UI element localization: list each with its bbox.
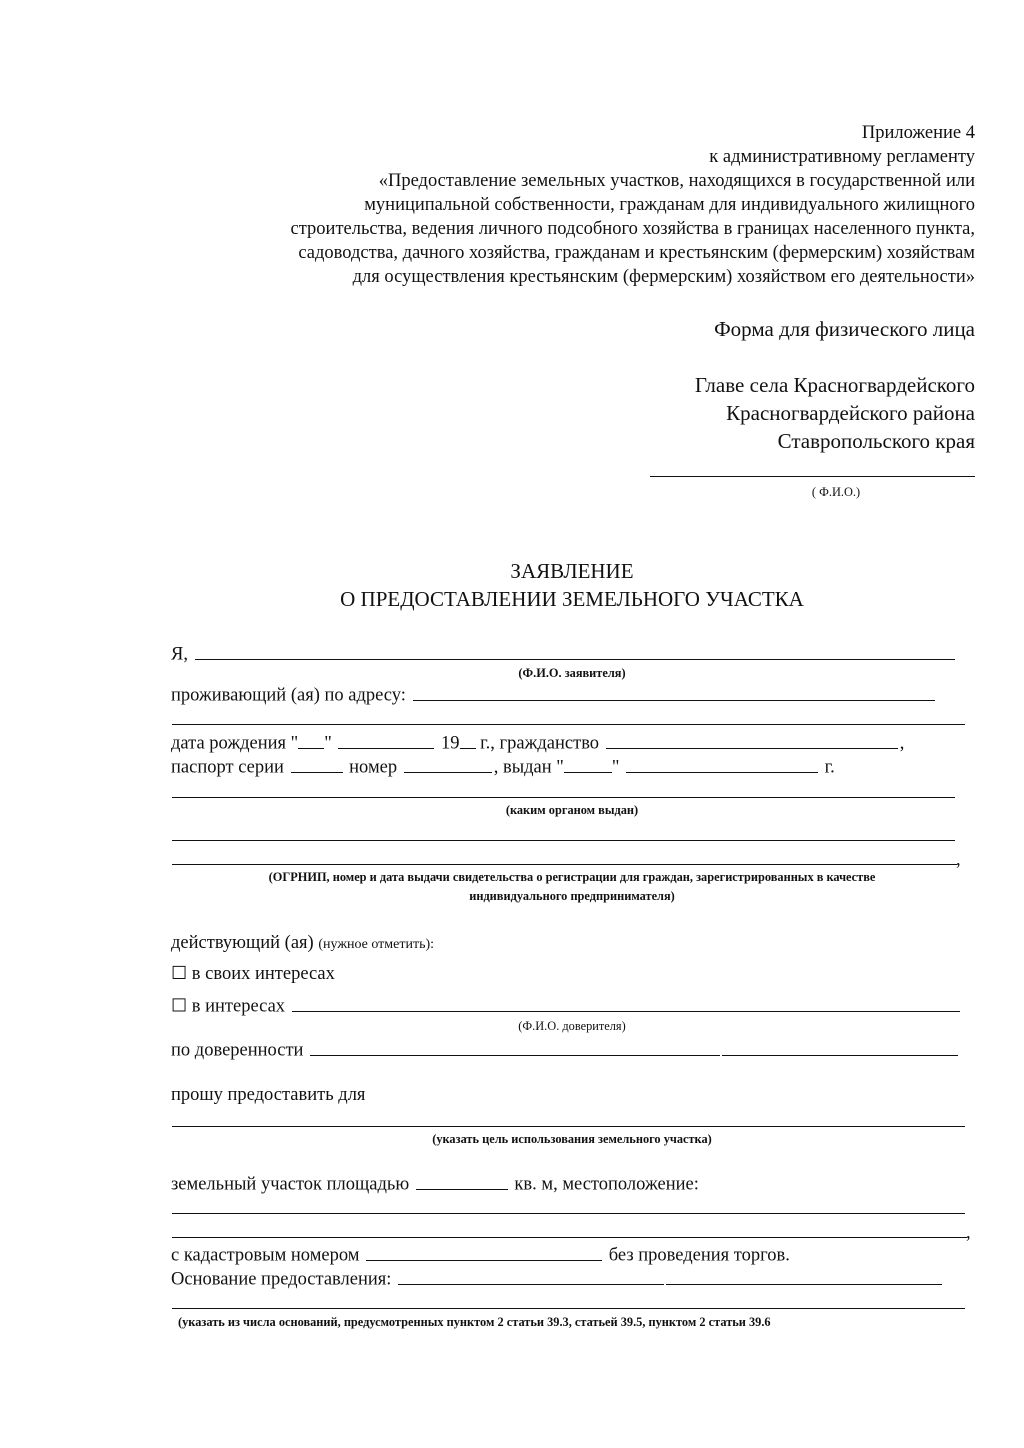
basis-caption: (указать из числа оснований, предусмотренных пунктом 2 статьи 39.3, статьей 39.5, пунктом 2 статьи 39.6	[178, 1314, 771, 1329]
citizenship-label: г., гражданство	[480, 733, 600, 754]
comma: ,	[956, 850, 961, 870]
birth-day-field[interactable]	[298, 729, 324, 749]
applicant-caption: (Ф.И.О. заявителя)	[518, 665, 626, 680]
regulation-line: к административному регламенту	[709, 147, 975, 167]
quote: "	[611, 757, 620, 778]
passport-number-label: номер	[349, 757, 398, 778]
issued-label: , выдан "	[493, 757, 564, 778]
passport-series-label: паспорт серии	[171, 757, 284, 778]
passport-row	[171, 753, 835, 780]
passport-series-field[interactable]	[291, 753, 343, 773]
regulation-line: строительства, ведения личного подсобного хозяйства в границах населенного пункта,	[290, 219, 975, 239]
regulation-line: муниципальной собственности, гражданам для индивидуального жилищного	[364, 195, 975, 215]
option-others-interests[interactable]	[171, 992, 962, 1019]
request-label: прошу предоставить для	[171, 1085, 366, 1105]
proxy-label: по доверенности	[171, 1040, 304, 1061]
addressee-line: Главе села Красногвардейского	[694, 373, 975, 397]
basis-field-2[interactable]	[666, 1265, 942, 1285]
title-line-2: О ПРЕДОСТАВЛЕНИИ ЗЕМЕЛЬНОГО УЧАСТКА	[340, 587, 804, 611]
checkbox-icon[interactable]: ☐	[171, 963, 188, 983]
applicant-row	[171, 640, 957, 667]
addressee-caption: ( Ф.И.О.)	[811, 484, 861, 499]
ogrnip-field-2[interactable]	[172, 864, 957, 865]
comma: ,	[899, 733, 905, 754]
appendix-number: Приложение 4	[861, 123, 975, 143]
checkbox-icon[interactable]: ☐	[171, 995, 188, 1016]
basis-label: Основание предоставления:	[171, 1269, 392, 1290]
address-label: проживающий (ая) по адресу:	[171, 685, 406, 706]
passport-number-field[interactable]	[404, 753, 492, 773]
plot-area-label: земельный участок площадью	[171, 1174, 410, 1195]
birth-year-field[interactable]	[460, 729, 476, 749]
cadastral-label: с кадастровым номером	[171, 1245, 360, 1266]
option-own-interests[interactable]	[171, 961, 335, 986]
issued-date-field[interactable]	[626, 753, 818, 773]
plot-area-field[interactable]	[416, 1170, 508, 1190]
location-field-1[interactable]	[172, 1213, 965, 1214]
basis-row	[171, 1265, 944, 1292]
proxy-row	[171, 1036, 960, 1063]
cadastral-number-field[interactable]	[366, 1241, 602, 1261]
proxy-field-1[interactable]	[310, 1036, 720, 1056]
ogrnip-caption: индивидуального предпринимателя)	[469, 888, 675, 903]
birth-year-prefix: 19	[441, 733, 460, 754]
regulation-line: садоводства, дачного хозяйства, гражданам и крестьянским (фермерским) хозяйствам	[298, 243, 975, 263]
address-field[interactable]	[413, 681, 935, 701]
principal-name-field[interactable]	[292, 992, 960, 1012]
basis-field-3[interactable]	[172, 1308, 965, 1309]
purpose-field[interactable]	[172, 1126, 965, 1127]
regulation-line: «Предоставление земельных участков, находящихся в государственной или	[378, 171, 975, 191]
option-others-label: в интересах	[191, 996, 286, 1017]
acting-label: действующий (ая)	[171, 933, 314, 953]
issued-day-field[interactable]	[564, 753, 612, 773]
birth-month-field[interactable]	[338, 729, 434, 749]
cadastral-row	[171, 1241, 790, 1268]
address-field-2[interactable]	[172, 724, 965, 725]
ogrnip-caption: (ОГРНИП, номер и дата выдачи свидетельства о регистрации для граждан, зарегистрированных в качестве	[268, 869, 876, 884]
year-suffix: г.	[824, 757, 835, 778]
address-row	[171, 681, 937, 708]
quote: "	[324, 733, 332, 754]
basis-field-1[interactable]	[398, 1265, 664, 1285]
acting-row	[171, 931, 434, 957]
ogrnip-field-1[interactable]	[172, 840, 955, 841]
form-type: Форма для физического лица	[714, 317, 975, 341]
location-field-2[interactable]	[172, 1237, 967, 1238]
regulation-line: для осуществления крестьянским (фермерским) хозяйством его деятельности»	[352, 267, 975, 287]
plot-units-label: кв. м, местоположение:	[514, 1174, 699, 1195]
citizenship-field[interactable]	[606, 729, 898, 749]
proxy-field-2[interactable]	[722, 1036, 958, 1056]
purpose-caption: (указать цель использования земельного участка)	[432, 1131, 712, 1146]
plot-row	[171, 1170, 699, 1197]
option-own-label: в своих интересах	[191, 964, 335, 984]
birth-row	[171, 729, 904, 756]
no-auction-label: без проведения торгов.	[608, 1245, 790, 1266]
addressee-line: Красногвардейского района	[726, 401, 975, 425]
addressee-name-field[interactable]	[650, 476, 975, 477]
title-line-1: ЗАЯВЛЕНИЕ	[510, 559, 634, 583]
i-label: Я,	[171, 644, 188, 665]
applicant-name-field[interactable]	[195, 640, 955, 660]
birth-label: дата рождения "	[171, 733, 299, 754]
acting-note: (нужное отметить):	[318, 937, 435, 952]
comma: ,	[966, 1223, 971, 1243]
issued-by-field[interactable]	[172, 797, 955, 798]
addressee-line: Ставропольского края	[777, 429, 975, 453]
principal-caption: (Ф.И.О. доверителя)	[518, 1018, 626, 1033]
issued-by-caption: (каким органом выдан)	[505, 802, 639, 817]
